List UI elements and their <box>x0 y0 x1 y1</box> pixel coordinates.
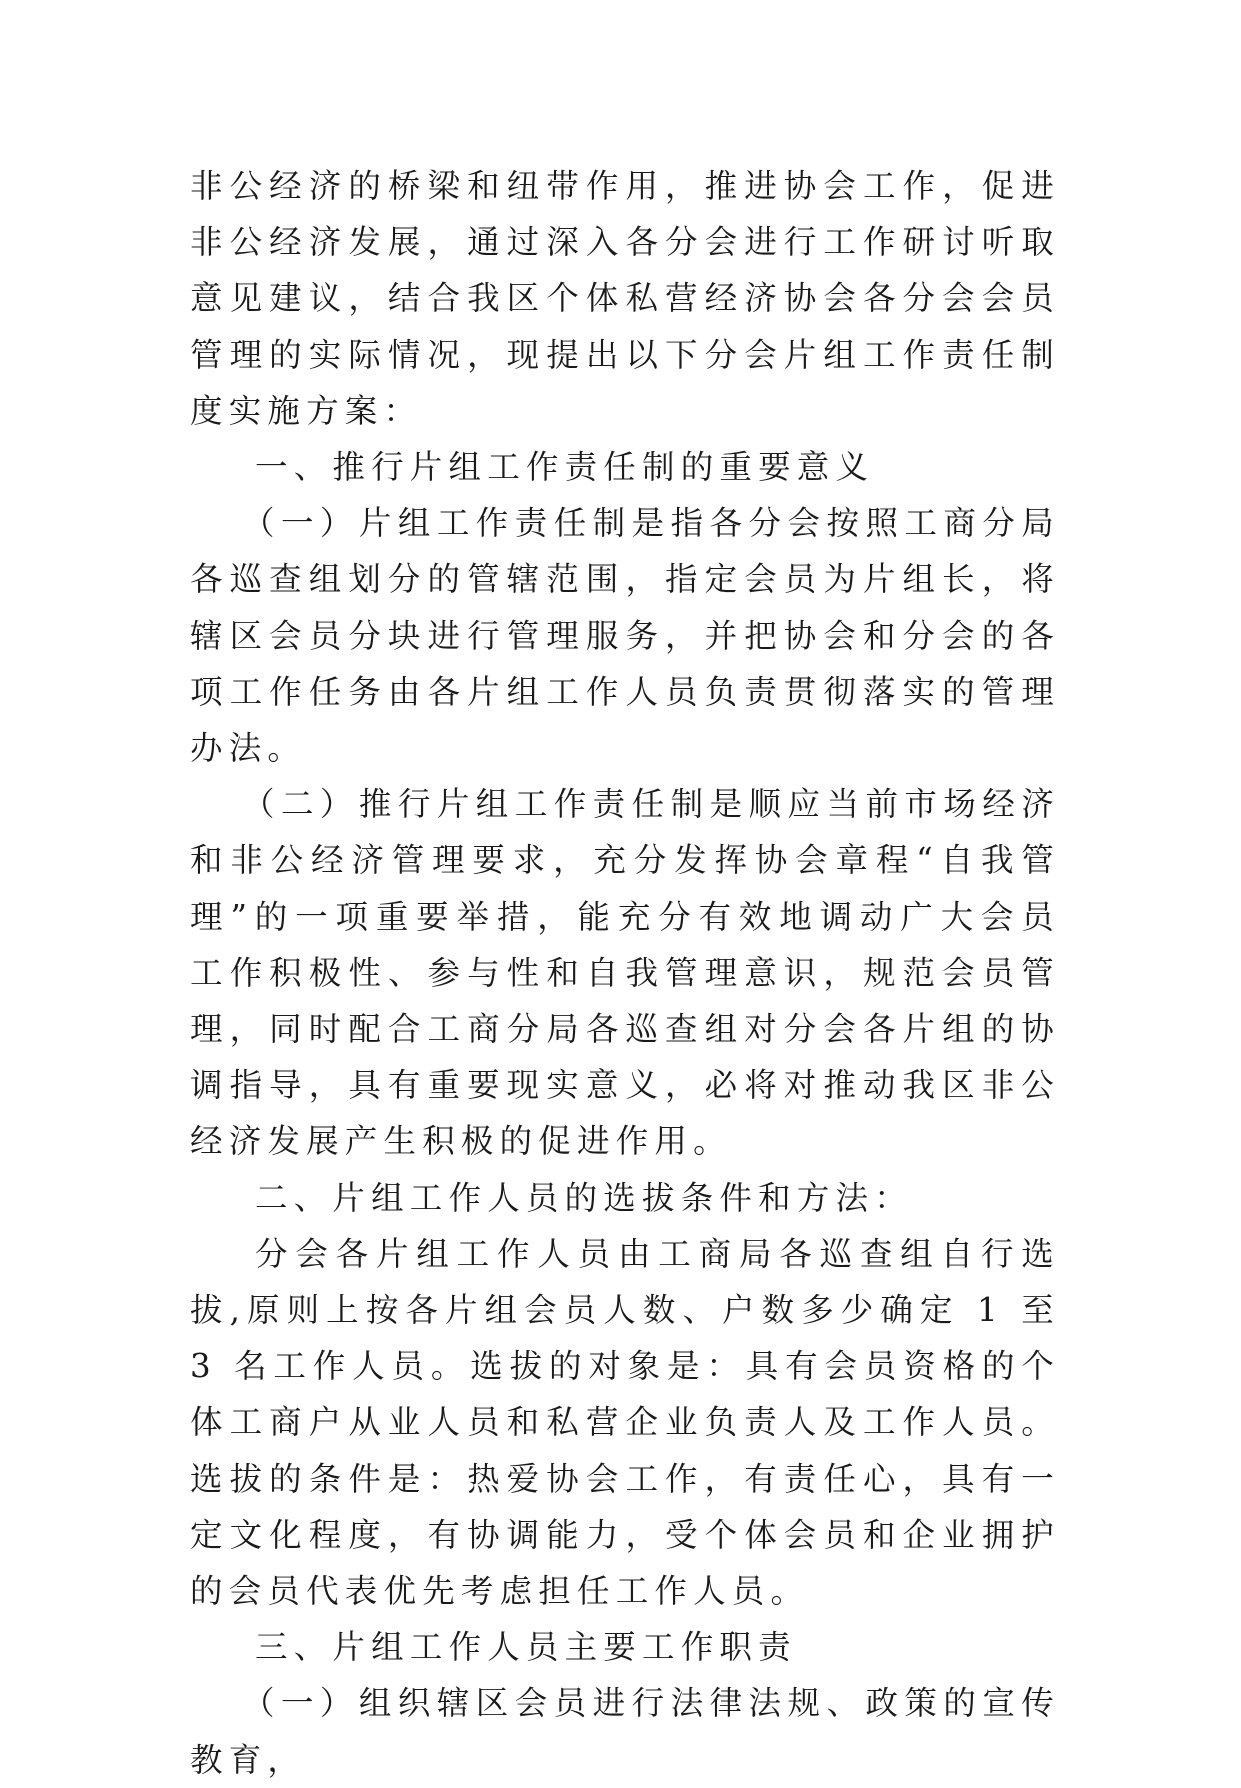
paragraph-continuation: 非公经济的桥梁和纽带作用，推进协会工作，促进非公经济发展，通过深入各分会进行工作研讨听取意见建议，结合我区个体私营经济协会各分会会员管理的实际情况，现提出以下分会片组工作责任制度实施方案： <box>190 167 1060 430</box>
section-heading-1: 一、推行片组工作责任制的重要意义 <box>255 448 875 487</box>
section-heading-3: 三、片组工作人员主要工作职责 <box>255 1628 797 1667</box>
section-heading-2: 二、片组工作人员的选拔条件和方法： <box>255 1178 913 1217</box>
document-body <box>190 158 1060 1788</box>
paragraph-item-1-2: （二）推行片组工作责任制是顺应当前市场经济和非公经济管理要求，充分发挥协会章程“自我管理”的一项重要举措，能充分有效地调动广大会员工作积极性、参与性和自我管理意识，规范会员管理，同时配合工商分局各巡查组对分会各片组的协调指导，具有重要现实意义，必将对推动我区非公经济发展产生积极的促进作用。 <box>190 785 1060 1161</box>
paragraph-item-3-1: （一）组织辖区会员进行法律法规、政策的宣传教育， <box>190 1684 1060 1779</box>
paragraph-item-1-1: （一）片组工作责任制是指各分会按照工商分局各巡查组划分的管辖范围，指定会员为片组长，将辖区会员分块进行管理服务，并把协会和分会的各项工作任务由各片组工作人员负责贯彻落实的管理办法。 <box>190 504 1060 768</box>
paragraph-selection: 分会各片组工作人员由工商局各巡查组自行选拔,原则上按各片组会员人数、户数多少确定 1 至 3 名工作人员。选拔的对象是：具有会员资格的个体工商户从业人员和私营企业负责人及工作人员。选拔的条件是：热爱协会工作，有责任心，具有一定文化程度，有协调能力，受个体会员和企业拥护的会员代表优先考虑担任工作人员。 <box>190 1234 1060 1611</box>
